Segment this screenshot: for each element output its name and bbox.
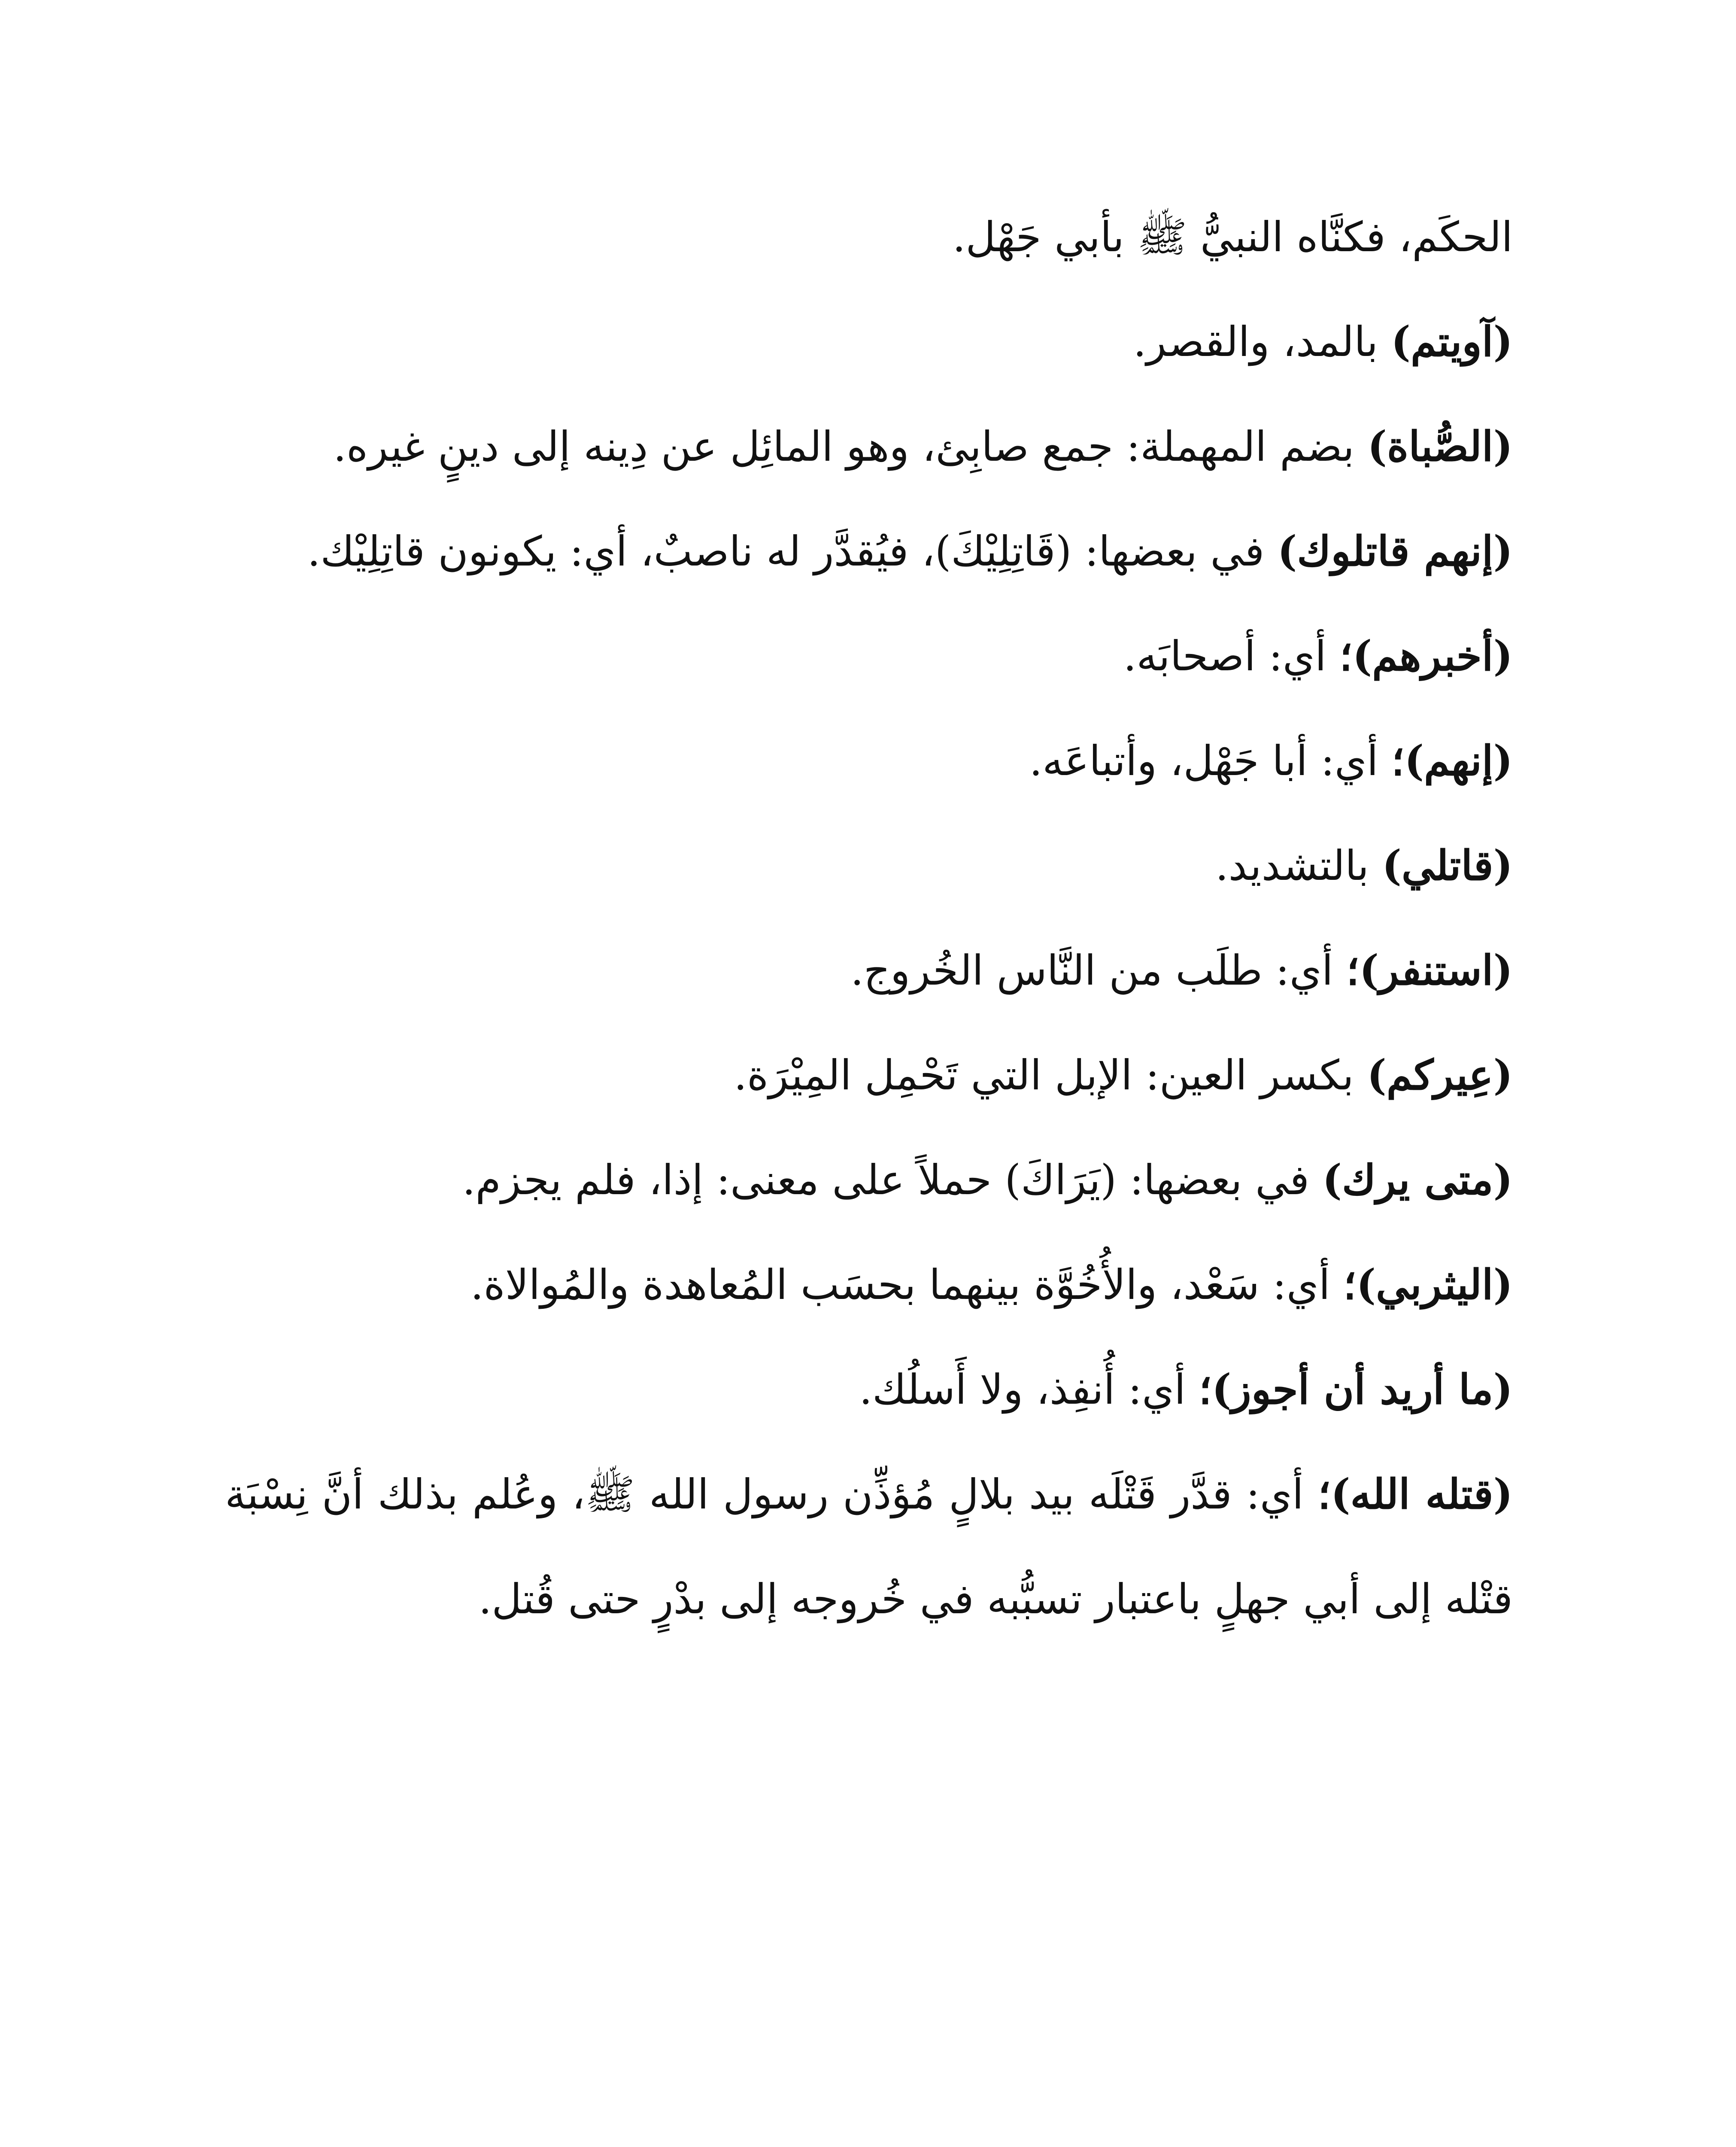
entry-term: (ما أريد أن أجوز)؛: [1199, 1365, 1513, 1414]
paragraph-hakam: [225, 185, 1513, 289]
entry-akhbarahum: [225, 604, 1513, 709]
entry-body: أي: أصحابَه.: [1123, 632, 1340, 680]
entry-term: (استنفر)؛: [1346, 946, 1513, 994]
entry-term: (إنهم قاتلوك): [1277, 527, 1513, 575]
entry-body: بكسر العين: الإبل التي تَحْمِل المِيْرَة.: [734, 1051, 1367, 1099]
entry-term: (الصُّباة): [1367, 422, 1513, 471]
entry-innahum-qatilook: [225, 499, 1513, 604]
entry-awaytum: [225, 289, 1513, 394]
entry-body: أي: أُنفِذ، ولا أَسلُك.: [859, 1365, 1199, 1414]
entry-innahum: [225, 709, 1513, 813]
entry-mata-yarak: [225, 1128, 1513, 1232]
entry-body: بالمد، والقصر.: [1133, 318, 1391, 366]
entry-term: (قتله الله)؛: [1317, 1470, 1513, 1518]
entry-term: (متى يرك): [1322, 1156, 1513, 1204]
entry-body: أي: أبا جَهْل، وأتباعَه.: [1029, 737, 1392, 785]
entry-term: (عِيركم): [1367, 1051, 1513, 1099]
entry-ma-urid-an-ajuz: [225, 1337, 1513, 1442]
entry-body: بالتشديد.: [1215, 842, 1382, 890]
entry-istanfar: [225, 918, 1513, 1023]
entry-qatili: [225, 813, 1513, 918]
paragraph-body: الحكَم، فكنَّاه النبيُّ ﷺ بأبي جَهْل.: [952, 213, 1513, 261]
entry-term: (قاتلي): [1382, 841, 1513, 890]
entry-term: (آويتم): [1391, 317, 1513, 366]
entry-body: بضم المهملة: جمع صابِئ، وهو المائِل عن دِينه إلى دينٍ غيره.: [333, 423, 1368, 471]
entry-qatalahu-allah: [225, 1442, 1513, 1651]
entry-irakum: [225, 1023, 1513, 1128]
entry-body: في بعضها: (يَرَاكَ) حملاً على معنى: إذا، فلم يجزم.: [462, 1156, 1323, 1204]
entry-body: أي: طلَب من النَّاس الخُروج.: [850, 946, 1347, 994]
entry-body: أي: سَعْد، والأُخُوَّة بينهما بحسَب المُعاهدة والمُوالاة.: [470, 1261, 1344, 1309]
entry-yathribi: [225, 1232, 1513, 1337]
entry-subat: [225, 394, 1513, 499]
commentary-text: [225, 185, 1513, 1651]
entry-body: في بعضها: (قَاتِلِيْكَ)، فيُقدَّر له ناصبٌ، أي: يكونون قاتِلِيْك.: [307, 527, 1278, 575]
entry-body: أي: قدَّر قَتْلَه بيد بلالٍ مُؤذِّن رسول الله ﷺ، وعُلم بذلك أنَّ نِسْبَة قتْله إلى أبي جهلٍ باعتبار تسبُّبه في خُروجه إلى بدْرٍ حتى قُتل.: [225, 1470, 1513, 1623]
entry-term: (أخبرهم)؛: [1339, 632, 1513, 680]
entry-term: (اليثربي)؛: [1343, 1260, 1513, 1309]
entry-term: (إنهم)؛: [1391, 736, 1513, 785]
